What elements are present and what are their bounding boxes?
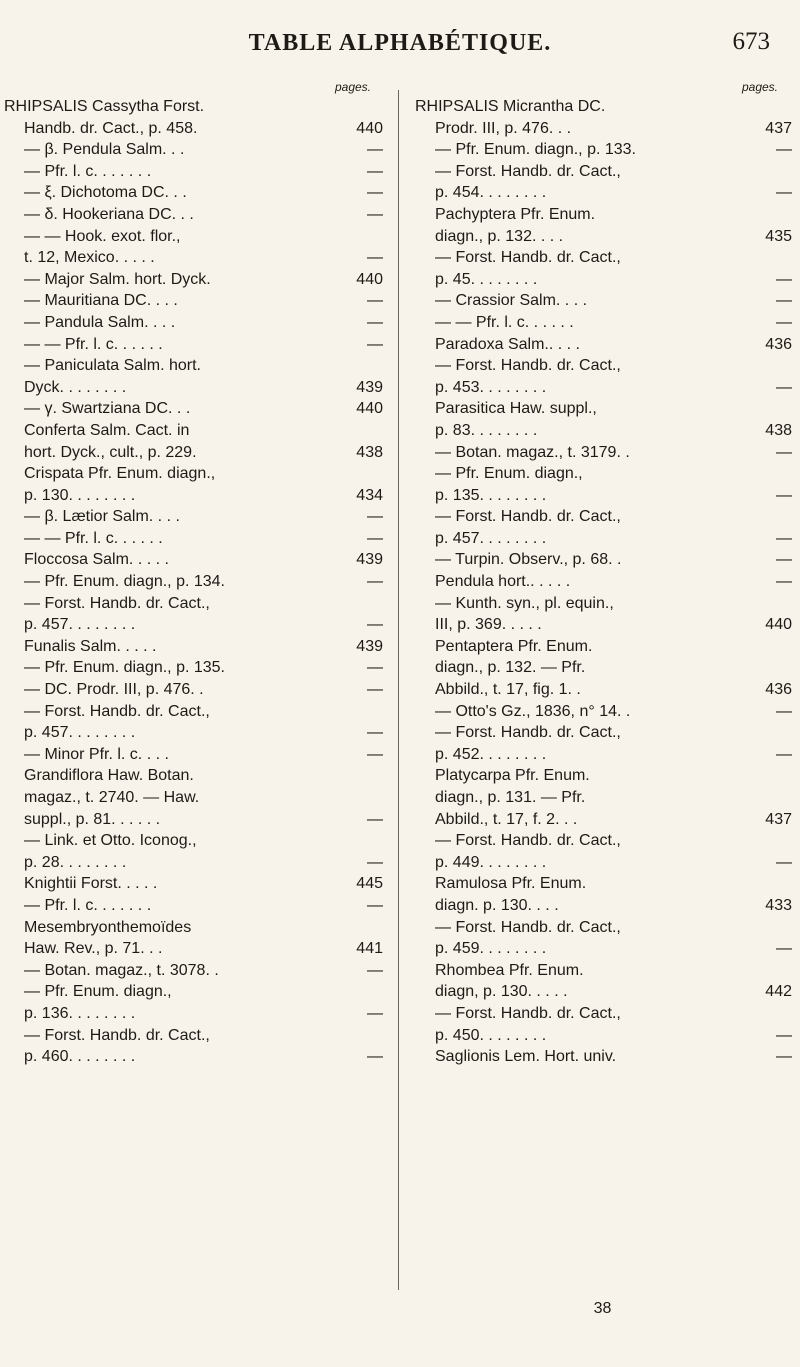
- index-entry: [0, 873, 395, 895]
- index-entry: [405, 614, 800, 636]
- index-entry: [405, 852, 800, 874]
- entry-text: Pachyptera Pfr. Enum.: [435, 205, 596, 223]
- entry-text: — Pfr. l. c. . . . . . .: [24, 896, 152, 914]
- entry-page: 442: [765, 983, 792, 1001]
- entry-text: diagn., p. 132. . . .: [435, 227, 564, 245]
- index-entry: [405, 398, 800, 420]
- index-entry: [405, 226, 800, 248]
- entry-page: —: [776, 529, 792, 547]
- index-entry: [0, 269, 395, 291]
- entry-page: 435: [765, 227, 792, 245]
- entry-text: Saglionis Lem. Hort. univ.: [435, 1048, 617, 1066]
- index-entry: [0, 485, 395, 507]
- index-entry: [0, 960, 395, 982]
- index-entry: [0, 830, 395, 852]
- index-entry: [405, 895, 800, 917]
- entry-text: — ξ. Dichotoma DC. . .: [24, 184, 187, 202]
- entry-text: Platycarpa Pfr. Enum.: [435, 767, 590, 785]
- entry-page: 437: [765, 119, 792, 137]
- index-entry: [405, 290, 800, 312]
- index-entry: [405, 593, 800, 615]
- index-entry: [405, 204, 800, 226]
- index-entry: [405, 571, 800, 593]
- index-entry: [0, 161, 395, 183]
- entry-text: — β. Pendula Salm. . .: [24, 141, 185, 159]
- entry-text: Parasitica Haw. suppl.,: [435, 400, 597, 418]
- entry-text: Prodr. III, p. 476. . .: [435, 119, 572, 137]
- index-entry: [0, 463, 395, 485]
- entry-page: 438: [765, 421, 792, 439]
- index-entry: [0, 614, 395, 636]
- index-entry: [0, 204, 395, 226]
- entry-text: — Forst. Handb. dr. Cact.,: [435, 1004, 621, 1022]
- entry-page: —: [776, 141, 792, 159]
- index-entry: [0, 139, 395, 161]
- index-entry: [405, 679, 800, 701]
- entry-page: —: [367, 745, 383, 763]
- entry-text: — Forst. Handb. dr. Cact.,: [435, 162, 621, 180]
- entry-page: —: [776, 1026, 792, 1044]
- entry-page: —: [776, 184, 792, 202]
- entry-text: diagn, p. 130. . . . .: [435, 983, 568, 1001]
- entry-page: —: [367, 853, 383, 871]
- entry-page: 433: [765, 896, 792, 914]
- entry-page: —: [367, 508, 383, 526]
- entry-text: Funalis Salm. . . . .: [24, 637, 157, 655]
- index-entry: [0, 290, 395, 312]
- entry-text: — DC. Prodr. III, p. 476. .: [24, 681, 204, 699]
- index-entry: [0, 593, 395, 615]
- entry-text: — Crassior Salm. . . .: [435, 292, 588, 310]
- index-entry: [405, 1025, 800, 1047]
- index-entry: [0, 528, 395, 550]
- entry-text: — β. Lætior Salm. . . .: [24, 508, 180, 526]
- index-entry: [405, 506, 800, 528]
- index-entry: [405, 1046, 800, 1068]
- entry-page: 436: [765, 335, 792, 353]
- page-header: [0, 22, 800, 62]
- index-entry: [405, 139, 800, 161]
- index-entry: [405, 420, 800, 442]
- entry-text: diagn., p. 132. — Pfr.: [435, 659, 586, 677]
- entry-text: — — Pfr. l. c. . . . . .: [24, 529, 163, 547]
- entry-page: —: [367, 961, 383, 979]
- entry-text: Haw. Rev., p. 71. . .: [24, 940, 163, 958]
- entry-page: 437: [765, 810, 792, 828]
- entry-text: — Pfr. Enum. diagn.,: [24, 983, 172, 1001]
- index-entry: [405, 787, 800, 809]
- entry-text: suppl., p. 81. . . . . .: [24, 810, 161, 828]
- index-entry: [0, 1003, 395, 1025]
- entry-text: Ramulosa Pfr. Enum.: [435, 875, 587, 893]
- entry-text: Handb. dr. Cact., p. 458.: [24, 119, 198, 137]
- entry-text: — Forst. Handb. dr. Cact.,: [435, 249, 621, 267]
- entry-page: —: [776, 573, 792, 591]
- entry-text: p. 449. . . . . . . .: [435, 853, 547, 871]
- index-entry: [405, 96, 800, 118]
- entry-text: — Pfr. Enum. diagn., p. 133.: [435, 141, 636, 159]
- entry-page: —: [367, 810, 383, 828]
- entry-text: — δ. Hookeriana DC. . .: [24, 205, 194, 223]
- entry-text: — Major Salm. hort. Dyck.: [24, 270, 211, 288]
- entry-text: Grandiflora Haw. Botan.: [24, 767, 194, 785]
- entry-text: t. 12, Mexico. . . . .: [24, 249, 155, 267]
- entry-text: hort. Dyck., cult., p. 229.: [24, 443, 197, 461]
- index-entry: [0, 787, 395, 809]
- index-entry: [405, 873, 800, 895]
- entry-text: p. 450. . . . . . . .: [435, 1026, 547, 1044]
- index-entry: [0, 226, 395, 248]
- entry-text: Crispata Pfr. Enum. diagn.,: [24, 465, 216, 483]
- entry-text: — Pfr. l. c. . . . . . .: [24, 162, 152, 180]
- entry-text: — Minor Pfr. l. c. . . .: [24, 745, 169, 763]
- page-number: 673: [732, 28, 770, 55]
- entry-page: —: [776, 853, 792, 871]
- entry-page: —: [367, 249, 383, 267]
- entry-text: — Pfr. Enum. diagn.,: [435, 465, 583, 483]
- left-column: [0, 78, 395, 1068]
- entry-text: — Forst. Handb. dr. Cact.,: [435, 918, 621, 936]
- entry-text: Floccosa Salm. . . . .: [24, 551, 169, 569]
- right-column: [405, 78, 800, 1068]
- index-entry: [0, 377, 395, 399]
- entry-text: p. 135. . . . . . . .: [435, 486, 547, 504]
- index-entry: [0, 636, 395, 658]
- entry-text: — Pandula Salm. . . .: [24, 313, 176, 331]
- entry-text: — Kunth. syn., pl. equin.,: [435, 594, 614, 612]
- right-pages-heading: pages.: [741, 80, 778, 94]
- index-entry: [0, 96, 395, 118]
- left-pages-heading: pages.: [334, 80, 371, 94]
- index-entry: [0, 549, 395, 571]
- entry-text: — Botan. magaz., t. 3179. .: [435, 443, 630, 461]
- entry-text: — Mauritiana DC. . . .: [24, 292, 178, 310]
- column-divider: [398, 90, 399, 1290]
- entry-text: p. 457. . . . . . . .: [435, 529, 547, 547]
- entry-page: —: [367, 681, 383, 699]
- entry-text: p. 45. . . . . . . .: [435, 270, 538, 288]
- entry-text: — γ. Swartziana DC. . .: [24, 400, 191, 418]
- entry-text: p. 457. . . . . . . .: [24, 616, 136, 634]
- entry-text: p. 130. . . . . . . .: [24, 486, 136, 504]
- entry-text: diagn., p. 131. — Pfr.: [435, 789, 586, 806]
- entry-page: —: [367, 184, 383, 202]
- index-entry: [405, 247, 800, 269]
- index-entry: [405, 938, 800, 960]
- entry-page: 439: [356, 637, 383, 655]
- index-entry: [405, 312, 800, 334]
- entry-text: p. 454. . . . . . . .: [435, 184, 547, 202]
- entry-page: —: [367, 616, 383, 634]
- index-entry: [405, 917, 800, 939]
- index-entry: [405, 765, 800, 787]
- entry-text: — Forst. Handb. dr. Cact.,: [435, 357, 621, 375]
- entry-text: — Pfr. Enum. diagn., p. 135.: [24, 659, 225, 677]
- index-entry: [405, 442, 800, 464]
- entry-text: Mesembryonthemoïdes: [24, 918, 192, 936]
- entry-text: — Forst. Handb. dr. Cact.,: [435, 508, 621, 526]
- signature-mark: 38: [593, 1300, 612, 1317]
- index-entry: [0, 701, 395, 723]
- entry-text: Rhombea Pfr. Enum.: [435, 961, 584, 979]
- entry-text: diagn. p. 130. . . .: [435, 896, 559, 914]
- entry-page: —: [367, 205, 383, 223]
- index-entry: [405, 355, 800, 377]
- entry-page: —: [367, 335, 383, 353]
- index-entry: [0, 917, 395, 939]
- index-entry: [405, 377, 800, 399]
- index-entry: [0, 679, 395, 701]
- index-entry: [0, 1046, 395, 1068]
- entry-text: — — Pfr. l. c. . . . . .: [24, 335, 163, 353]
- entry-text: Abbild., t. 17, f. 2. . .: [435, 810, 578, 828]
- entry-text: — Link. et Otto. Iconog.,: [24, 832, 197, 850]
- entry-page: —: [776, 551, 792, 569]
- index-entry: [0, 506, 395, 528]
- entry-page: —: [367, 141, 383, 159]
- index-entry: [405, 463, 800, 485]
- entry-page: —: [367, 529, 383, 547]
- index-entry: [405, 636, 800, 658]
- entry-text: Paradoxa Salm.. . . .: [435, 335, 580, 353]
- entry-page: 445: [356, 875, 383, 893]
- index-entry: [0, 312, 395, 334]
- index-entry: [405, 118, 800, 140]
- index-entry: [405, 334, 800, 356]
- index-entry: [405, 830, 800, 852]
- entry-text: — Forst. Handb. dr. Cact.,: [24, 594, 210, 612]
- entry-text: — Pfr. Enum. diagn., p. 134.: [24, 573, 225, 591]
- entry-text: Abbild., t. 17, fig. 1. .: [435, 681, 581, 699]
- index-entry: [0, 334, 395, 356]
- entry-text: Pentaptera Pfr. Enum.: [435, 637, 593, 655]
- entry-page: —: [367, 162, 383, 180]
- entry-text: — Botan. magaz., t. 3078. .: [24, 961, 219, 979]
- entry-page: 440: [356, 119, 383, 137]
- index-entry: [0, 657, 395, 679]
- index-entry: [405, 549, 800, 571]
- entry-text: p. 457. . . . . . . .: [24, 724, 136, 742]
- index-entry: [405, 744, 800, 766]
- entry-page: —: [367, 1004, 383, 1022]
- entry-page: —: [367, 573, 383, 591]
- index-entry: [405, 485, 800, 507]
- entry-page: —: [776, 313, 792, 331]
- entry-page: —: [776, 940, 792, 958]
- entry-text: p. 136. . . . . . . .: [24, 1004, 136, 1022]
- index-entry: [405, 1003, 800, 1025]
- entry-page: 439: [356, 378, 383, 396]
- index-entry: [405, 528, 800, 550]
- entry-text: Dyck. . . . . . . .: [24, 378, 127, 396]
- entry-page: —: [776, 486, 792, 504]
- entry-page: 440: [356, 400, 383, 418]
- index-entry: [0, 981, 395, 1003]
- entry-text: p. 83. . . . . . . .: [435, 421, 538, 439]
- entry-page: 436: [765, 681, 792, 699]
- index-entry: [0, 852, 395, 874]
- entry-text: p. 459. . . . . . . .: [435, 940, 547, 958]
- entry-page: 438: [356, 443, 383, 461]
- entry-text: p. 452. . . . . . . .: [435, 745, 547, 763]
- index-entry: [0, 420, 395, 442]
- index-entry: [0, 809, 395, 831]
- entry-text: — Forst. Handb. dr. Cact.,: [24, 702, 210, 720]
- entry-text: — Turpin. Observ., p. 68. .: [435, 551, 622, 569]
- entry-text: RHIPSALIS Micrantha DC.: [415, 98, 606, 115]
- index-entry: [0, 398, 395, 420]
- entry-page: —: [367, 1048, 383, 1066]
- entry-page: —: [776, 1048, 792, 1066]
- entry-text: — Forst. Handb. dr. Cact.,: [435, 724, 621, 742]
- index-entry: [0, 765, 395, 787]
- index-entry: [0, 722, 395, 744]
- entry-page: —: [776, 378, 792, 396]
- index-entry: [405, 809, 800, 831]
- entry-text: p. 460. . . . . . . .: [24, 1048, 136, 1066]
- entry-text: — — Hook. exot. flor.,: [24, 227, 181, 245]
- entry-page: —: [776, 270, 792, 288]
- entry-text: Knightii Forst. . . . .: [24, 875, 158, 893]
- entry-text: — Otto's Gz., 1836, n° 14. .: [435, 702, 631, 720]
- left-index-list: [0, 96, 395, 1068]
- entry-text: p. 28. . . . . . . .: [24, 853, 127, 871]
- entry-text: — Forst. Handb. dr. Cact.,: [435, 832, 621, 850]
- index-entry: [0, 571, 395, 593]
- entry-page: —: [367, 659, 383, 677]
- index-entry: [405, 981, 800, 1003]
- index-entry: [405, 701, 800, 723]
- entry-text: — Forst. Handb. dr. Cact.,: [24, 1026, 210, 1044]
- entry-page: 434: [356, 486, 383, 504]
- index-entry: [405, 722, 800, 744]
- index-entry: [0, 895, 395, 917]
- entry-page: 439: [356, 551, 383, 569]
- index-entry: [0, 1025, 395, 1047]
- entry-page: —: [776, 702, 792, 720]
- entry-page: 440: [356, 270, 383, 288]
- index-entry: [405, 269, 800, 291]
- entry-page: —: [367, 313, 383, 331]
- entry-page: 441: [356, 940, 383, 958]
- entry-text: Conferta Salm. Cact. in: [24, 421, 190, 439]
- entry-page: —: [776, 745, 792, 763]
- index-entry: [0, 938, 395, 960]
- entry-page: —: [367, 724, 383, 742]
- entry-text: magaz., t. 2740. — Haw.: [24, 789, 200, 806]
- entry-page: —: [367, 292, 383, 310]
- index-entry: [405, 960, 800, 982]
- entry-text: — — Pfr. l. c. . . . . .: [435, 313, 574, 331]
- index-entry: [405, 161, 800, 183]
- entry-text: III, p. 369. . . . .: [435, 616, 542, 634]
- entry-page: 440: [765, 616, 792, 634]
- index-entry: [0, 355, 395, 377]
- entry-page: —: [776, 292, 792, 310]
- entry-text: RHIPSALIS Cassytha Forst.: [4, 98, 205, 115]
- entry-text: Pendula hort.. . . . .: [435, 573, 571, 591]
- entry-text: p. 453. . . . . . . .: [435, 378, 547, 396]
- page-title: TABLE ALPHABÉTIQUE.: [248, 30, 552, 56]
- index-entry: [0, 118, 395, 140]
- right-index-list: [405, 96, 800, 1068]
- index-entry: [0, 744, 395, 766]
- index-entry: [405, 182, 800, 204]
- entry-page: —: [367, 896, 383, 914]
- entry-page: —: [776, 443, 792, 461]
- index-entry: [0, 442, 395, 464]
- index-entry: [0, 247, 395, 269]
- index-entry: [0, 182, 395, 204]
- entry-text: — Paniculata Salm. hort.: [24, 357, 201, 375]
- index-entry: [405, 657, 800, 679]
